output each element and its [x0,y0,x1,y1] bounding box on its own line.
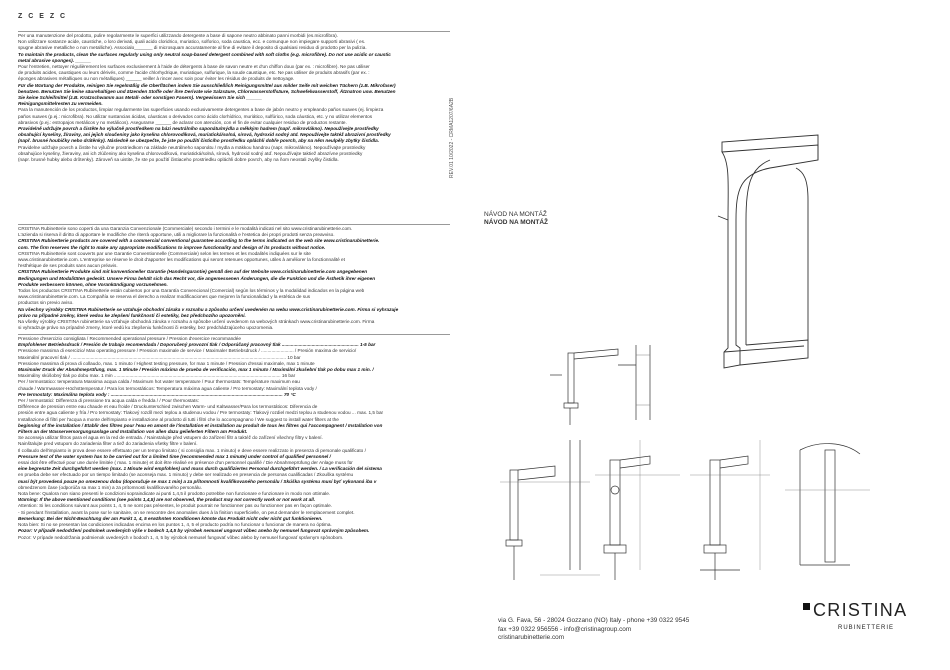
text-line: Pressione massima di esercizio/ Max operating pressure / Pression maximale de service / Maximaler Betriebsdruck / ......................... / Presión maxima de servicio/ [18,348,357,354]
revision-code: REV.01 10/2022 - CRMA1207/6A2B [449,97,455,178]
text-line: Pressure test of the water system has to be carried out for a limited time (recommended max 1 minute) under control of qualified personnel / [18,453,331,459]
text-line: Sie keine Schleifmittel (z.B. Kratzschwamm aus Metall- oder sonstigen Fasern). Vergewissern Sie sich ______ [18,95,262,101]
text-line: Per / termostatici: Differenza di pressione tra acqua calda e fredda / / Pour thermostats: [18,398,199,404]
text-line: CRISTINA Rubinetterie sont couverts par une Garantie Conventionnelle (Commerciale) selon les termes et les modalités indiquées sur le site [18,250,311,256]
text-line: CRISTINA Rubinetterie sono coperti da una Garanzia Convenzionale (Commerciale) secondo i termini e le modalità indicati nel sito www.cristinarubinetterie.com. [18,226,353,231]
text-line: obsahující kyseliny, žíraviny, ani jejich sloučeniny jako kyselina chlorovodíková, muriatická/solná, sírová, hydroxid sodný atd. Nepoužívejte taktéž abrazivní prostředky [18,132,391,138]
text-line: Pravidelne udržujte povrch a čistite ho výlučne prostriedkom na základe neutrálneho saponátu / mydla a mäkkou handrou (napr. mikrovlákno). Nepoužívajte prostriedky [18,144,366,150]
navod-line-1: NÁVOD NA MONTÁŽ [484,211,547,218]
text-line: Attention: Si les conditions suivant aux points 1, 4, 5 ne sont pas présentes, le produit pourrait ne fonctionner pas ou fonctionner pas en façon optimale. [18,503,332,509]
logo-square-icon [803,603,810,610]
text-line: en prueba debe ser efectuado por un tiempo limitado (se aconseja max. 1 minuto) y debe ser realizado en presencia de personas cualificadas / Zkouška systému [18,472,354,478]
text-line: Pressione d'esercizio consigliata / Recommended operational pressure / Pression d'exercice recommandée [18,336,241,341]
text-line: eine begrenzte Zeit durchgeführt werden (max. 1 Minute wird empfohlen) und muss durch qualifiziertes Personal durchgeführt werden. / La verificación del sistema [18,466,382,472]
text-line: právo na případné změny, které vedou ke zlepšení funkčnosti či estetiky, bez předchozího upozornění. [18,312,246,318]
technical-specs-text [18,336,450,666]
company-address [498,617,689,643]
text-line: Maximální pracovní tlak / ..................................................................................................................................................................... 10 bar [18,354,301,360]
text-line: Pozor: V prípade nedodržania podmienok uvedených v bodoch 1, 4, 5 by výrobok nemusel fungovať vôbec alebo by nemusel fungovať správnym spôsobom. [18,534,344,540]
text-line: si vyhradzuje právo na prípadné zmeny, ktoré vedú ku zlepšeniu funkčnosti či estetiky, bez predchádzajúceho upozornenia. [18,325,274,331]
text-line: com. The firm reserves the right to make any appropriate modifications to improve functionality and design of its products without notice. [18,244,326,250]
text-line: Per una manutenzione del prodotto, pulire regolarmente le superfici utilizzando detergente a base di sapone neutro abbinato panni morbidi (es.microfibra). [18,33,338,38]
text-line: Reinigungsmittelresten zu vermeiden. [18,101,103,107]
text-line: Pour l'entretien, nettoyer régulièrement les surfaces exclusivement à l'aide de détergents à base de savon neutre et d'un chiffon doux (par ex. : microfibre). Ne pas utiliser [18,64,370,70]
navod-title [484,211,548,226]
divider [18,334,450,335]
text-line: - Si pendant l'installation, avant la pose sur le sanitaire, on se rencontre des anomalies dues à la finition superficielle, on peut demander le remplacement complet. [18,509,355,515]
text-line: CRISTINA Rubinetterie Produkte sind mit konventioneller Garantie (Handelsgarantie) gemäß den auf der Website www.cristinarubinetterie.com angegebenen [18,269,368,275]
logo-brand: CRISTINA [813,600,908,620]
technical-drawings [500,430,880,585]
text-line: Maximálny skúšobný tlak po dobu max. 1 min ................................................................................................................................ 16 bar [18,373,296,379]
text-line: CRISTINA Rubinetterie products are covered with a commercial conventional guarantee according to the terms indicated on the web site www.cristinarubinetterie. [18,238,380,244]
divider [18,224,450,225]
text-line: Na všetky výrobky CRISTINA rubinetterie sa vzťahuje obchodná záruka v rozsahu a spôsobe určení uvedenom na webových stránkach www.cristinarubinetterie.com. Firma [18,319,375,325]
text-line: spugne abrasive metalliche o non metalliche). Associalo_______ di microsquam accuratamente al fine di evitare il deposito di qualsiasi residuo di prodotto per la pulizia. [18,45,367,51]
text-line: musí být provedená pouze po omezenou dobu (doporučuje se max 1 min) a za přítomnosti kvalifikovaného personálu / Skúška systému musí byť vykonaná iba v [18,478,377,484]
text-line: Para la manutención de los productos, limpiar regularmente las superficies usando exclusivamente detergentes a base de jabón neutro y empleando paños suaves (ej. limpieza [18,107,384,113]
navod-line-2: NÁVOD NA MONTÁŽ [484,218,549,226]
text-line: (např. brusné houbičky nebo drátěnky). Následně se ubezpečte, že jste po použití čisticího prostředku opláchli dobře povrch, aby na něm neulpěly zbytky čistidla. [18,138,380,144]
text-line: To maintain the products, clean the surfaces regularly using only neutral soap-based detergent combined with soft cloths (e.g. microfibre). Do not use acidic or caustic [18,51,391,57]
text-line: (napr. brusné hubky alebo drôtenky). Zároveň sa uistite, že ste po použití čistiaceho prostriedku opláchli dobre povrch, aby na ňom neostali zvyšky čistidla. [18,157,339,163]
text-line: Non utilizzare sostanze acide, caustiche, o loro derivati, quali acido cloridrico, muriatico, solforico, soda caustica, ecc. e comunque non impiegare supporti abrasivi ( es. [18,39,366,45]
text-line: Nota bene: Qualora non siano presenti le condizioni sopraindicate ai punti 1,4,5 il prodotto potrebbe non funzionare e funzionare in modo non ottimale. [18,491,331,497]
text-line: chaude / Warmwasser-Höchsttemperatur / Para los termostáticos: Temperatura máxima agua caliente / Pro termostaty: Maximální teplota vody / [18,385,317,391]
faucet-illustration [700,90,840,440]
contact-line: fax +39 0322 956556 - info@cristinagroup.com [498,625,632,633]
text-line: Maximaler Druck der Abnahmeprüfung, max. 1 Minute / Presión máxima de prueba de verificación, max 1 minuto / Maximální zkušební tlak po dobu max 1 min. / [18,367,374,373]
text-line: de produits acides, caustiques ou leurs dérivés, comme l'acide chlorhydrique, muriatique, sulfurique, la soude caustique, etc. Ne pas utiliser de produits abrasifs (par ex. : [18,70,370,76]
text-line: productos sin previo aviso. [18,300,74,306]
text-line: Na všechny výrobky CRISTINA Rubinetterie se vztahuje obchodní záruka v rozsahu a způsobu určení uvedeném na webu www.cristinarubinetterie.com. Firma si vyhrazuje [18,306,399,312]
text-line: metal abrasive sponges). ______ [18,57,91,63]
text-line: Todos los productos CRISTINA Rubinetterie están cubiertos por una Garantía Convencional (Comercial) según los términos y la modalidad indicados en la página web [18,288,365,294]
page-heading: Z C E Z C [18,13,68,20]
text-line: Filtern an der Wasserversorgungsanlage und Installation von allen dazu gelieferten Filtern am Produkt. [18,429,248,435]
instructions-column [18,0,450,670]
text-line: beginning of the installation / Etablir des filtres pour l'eau en amont de l'installation et installation au produit de tous les filtres qui l'accompagnent / Installation von [18,422,383,428]
warranty-text [18,226,450,338]
logo-subtitle: RUBINETTERIE [838,625,895,631]
divider [18,31,450,32]
text-line: obmedzenom čase (odporúča sa max 1 min) a za prítomnosti kvalifikovaného personálu. [18,484,202,490]
text-line: Empfohlener Betriebsdruck / Presión de trabajo recomendada / Doporučený provozní tlak / Odporúčaný pracovný tlak ........................................................... 1-5 bar [18,342,376,348]
text-line: Produkte verbessern können, ohne Vorankündigung vorzunehmen. [18,281,168,287]
text-line: Warning: If the above mentioned conditions (see points 1,4,5) are not observed, the product may not correctly work or not work at all. [18,497,316,503]
text-line: www.cristinarubinetterie.com. L'entreprise se réserve le droit d'apporter les modifications qui seront retenues opportunes, utiles à améliorer la fonctionnalité et [18,257,345,263]
cristina-logo [803,600,933,643]
text-line: Il collaudo dell'impianto in prova deve essere effettuato per un tempo limitato ( si consiglia max. 1 minuto) e deve essere realizzato in presenza di personale qualificato / [18,447,366,453]
text-line: l'esthétique de ses produits sans aucun préavis. [18,263,118,269]
text-line: www.cristinarubinetterie.com. La Compañía se reserva el derecho a realizar modificaciones que mejoren la funcionalidad y la estética de sus [18,294,311,300]
text-line: abrasivos (p.ej.: estropajos metálicos y no metálicos). Asegurarse ______ de aclarar con atención, con el fin de evitar cualquier residuo de productos restante. [18,119,347,125]
text-line: L'azienda si riserva il diritto di apportare le modifiche che riterrà opportune, utili a migliorare la funzionalità e l'estetica dei propri prodotti senza preavviso. [18,232,335,238]
text-line: Per / termostatico: temperatura Massima acqua calda / Maximum hot water temperature / Pour thermostats: Température maximum eau [18,379,300,385]
text-line: presión entre agua caliente y fría / Pro termostaty: Tlakový rozdíl mezi teplou a studenou vodou / Pre termostaty: Tlakový rozdiel medzi teplou a studenou vodou ... max. 1,5 bar [18,410,384,416]
website-line: cristinarubinetterie.com [498,634,565,641]
text-line: Bemerkung: Bei der Nicht-Beachtung der am Punkt 1, 4, 5 erwähnten Konditionen könnte das Produkt nicht oder nicht gut funktionieren. [18,515,323,521]
text-line: Pravidelně udržujte povrch a čistěte ho výlučně prostředkem na bázi neutrálního saponátu/mýdla a měkkým hadrem (např. mikrovlákno). Nepoužívejte prostředky [18,126,379,132]
text-line: paños suaves (p.ej.: microfibra). No utilizar sustancias ácidas, cáusticas o derivados como ácido clorhídrico, muriático, sulfúrico, soda cáustica, etc. y no utilizar elementos [18,113,373,119]
text-line: Für die Wartung der Produkte, reinigen Sie regelmäßig die Oberflächen indem Sie ausschließlich Reinigungsmittel aus milder Seife mit weichen Tüchern (z.B. Mikrofaser) [18,82,396,88]
text-line: Nainštalujte pred vstupom do zariadenia filter a tiež do zariadenia všetky filtre v balení. [18,441,198,447]
maintenance-text [18,33,450,203]
text-line: Se aconseja utilizar filtros para el agua en la red de entrada. / Nainstalujte před vstupem do zařízení filtr a taktéž do zařízení všechny filtry v balení. [18,435,323,441]
address-line: via G. Fava, 56 - 28024 Gozzano (NO) Italy - phone +39 0322 9545 [498,617,690,624]
text-line: Installazione di filtri per l'acqua a monte dell'impianto e installazione al prodotto di tutti i filtri che lo accompagnano / We suggest to install water filters at the [18,416,339,422]
text-line: essai doit être effectué pour une durée limitée ( max. 1 minute) et doit être réalisé en présence d'un personnel qualifié / Die Abnahmeprüfung der Anlage muss für [18,460,353,466]
text-line: Pozor: V případě nedodržení podmínek uvedených výše v bodech 1,4,5 by výrobek nemusel ungovat vůbec anebo by nemusel fungovat správným způsobem. [18,528,370,534]
text-line: Bedingungen und Modalitäten gedeckt. Unsere Firma behält sich das Recht vor, die angemessenen Änderungen, die die Funktion und die Ästhetik ihrer eigenen [18,275,376,281]
side-view-drawing [540,345,680,430]
text-line: Différence de pression entre eau chaude et eau froide / Druckunterschied zwischen Warm- und Kaltwasser/Para los termostáticos: Diferencia de [18,404,318,410]
text-line: Nota bien: Si no se presentan las condiciones indicadas encima en los puntos 1, 4, 5 el producto podría no funcionar o funcionar de manera no óptima. [18,522,332,528]
text-line: benutzen. Benutzen Sie keine säurehaltigen und ätzenden Stoffe oder ihre Derivate wie Salzsäure, Chlorwasserstoffsäure, Schwefelwasserstoff, Ätznatron usw. Benutzen [18,88,396,94]
text-line: obsahujúce kyseliny, žieraviny, ani ich zlúčeniny ako kyselina chlorovodíková, muriatická/solná, sírová, hydroxid sodný atď. Nepoužívajte taktiež abrazívne prostriedky [18,150,363,156]
text-line: Pressione massima di prova di collaudo, max. 1 minuto / Highest testing pressure, for max 1 minute / Pression d'essai maximale, max 1 minute [18,360,315,366]
text-line: éponges abrasives métalliques ou non métalliques) ______ veiller à rincer avec soin pour éviter les résidus de produits de nettoyage. [18,76,295,82]
text-line: Pre termostaty: Maximálna teplota vody : .................................................................................................................................... 70 °C [18,391,296,397]
